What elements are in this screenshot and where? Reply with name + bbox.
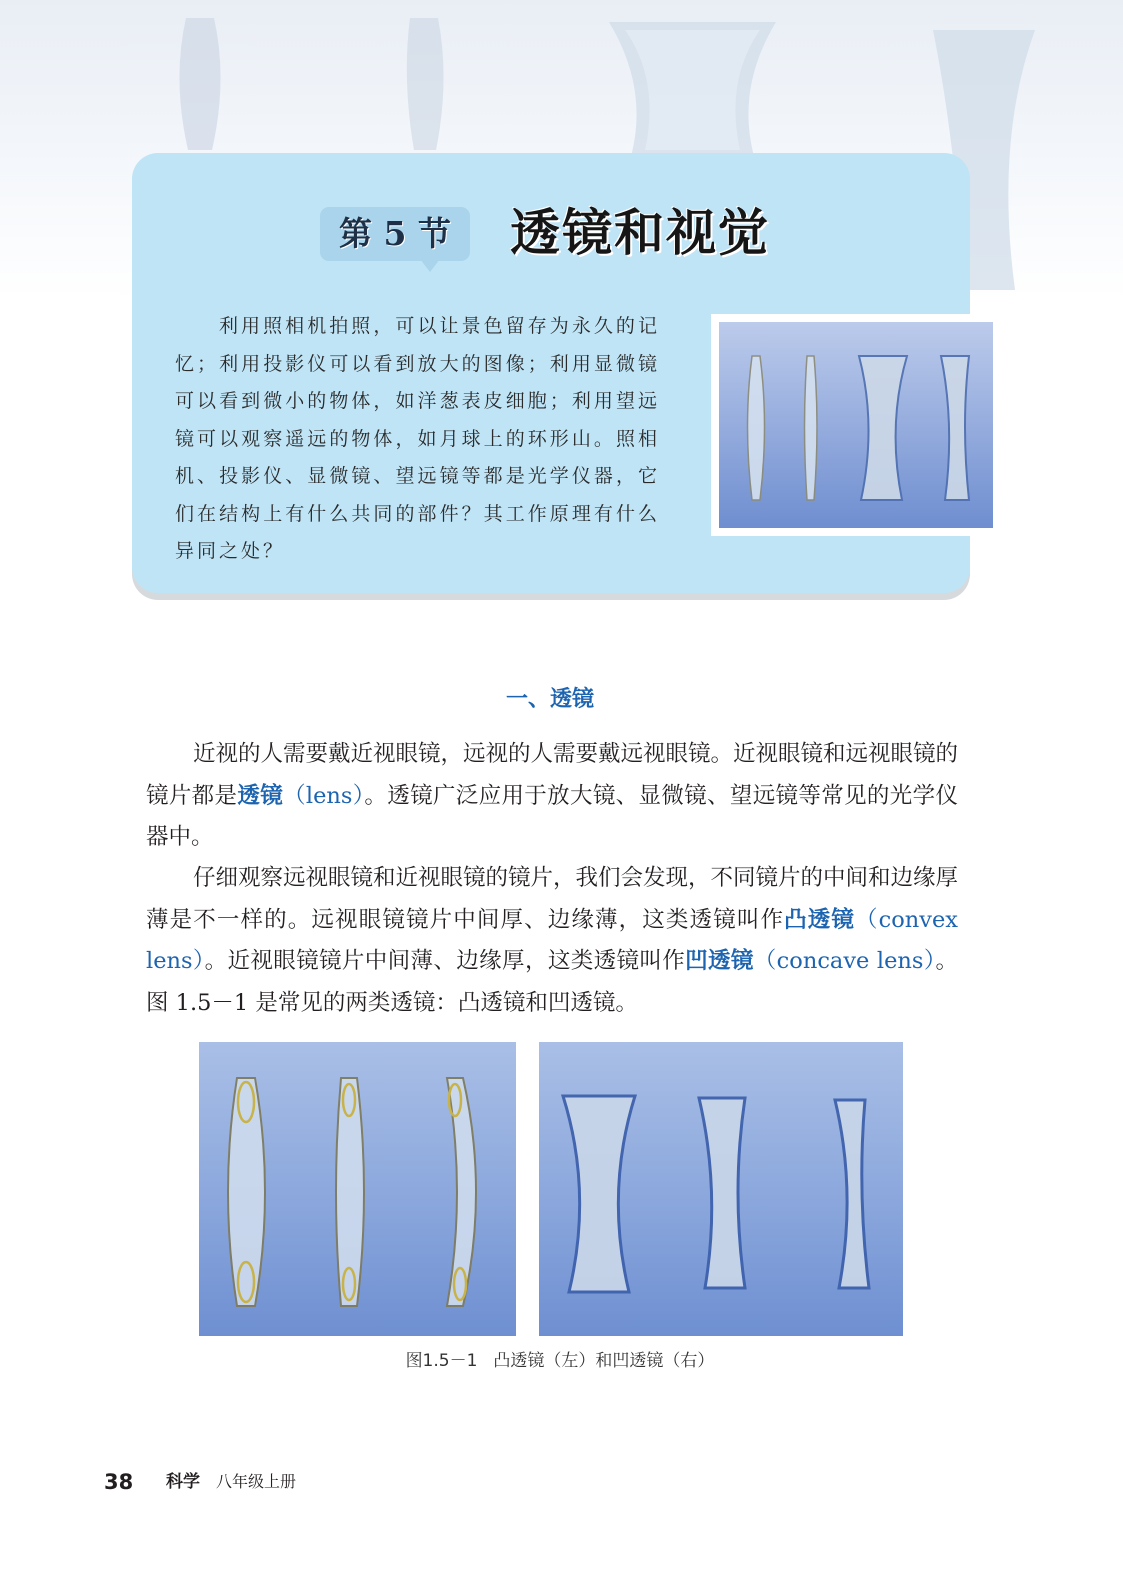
subheading-lenses: 一、透镜 [505,687,594,712]
term-concave-lens: 凹透镜 [685,948,754,974]
paragraph-2-text-a: 仔细观察远视眼镜和近视眼镜的镜片，我们会发现，不同镜片的中间和边缘厚薄是不一样的。远视眼镜镜片中间厚、边缘薄，这类透镜叫作 [146,865,959,933]
paragraph-1-text-a: 近视的人需要戴近视眼镜，远视的人需要戴远视眼镜。近视眼镜和远视眼镜的镜片都是 [146,741,959,809]
figure-number: 图1.5－1 [405,1351,478,1371]
term-lens-english: （lens） [283,782,365,809]
lenses-photo-icon [719,322,993,528]
paragraph-2-text-c: 。图 1.5－1 是常见的两类透镜：凸透镜和凹透镜。 [146,948,958,1016]
page-number: 38 [104,1470,134,1494]
section-title: 透镜和视觉 [510,204,770,262]
banner-convex-lens-icon [172,0,228,150]
concave-lenses-icon [539,1042,903,1336]
intro-paragraph: 利用照相机拍照，可以让景色留存为永久的记忆；利用投影仪可以看到放大的图像；利用显微镜可以看到微小的物体，如洋葱表皮细胞；利用望远镜可以观察遥远的物体，如月球上的环形山。照相机、投影仪、显微镜、望远镜等都是光学仪器，它们在结构上有什么共同的部件？其工作原理有什么异同之处？ [175,315,660,562]
intro-photo [711,314,1001,536]
term-convex-lens: 凸透镜 [784,906,855,933]
paragraph-2 [146,858,958,1024]
paragraph-1 [146,734,958,859]
book-grade: 八年级上册 [216,1472,297,1491]
term-convex-lens-english: （convex lens） [146,906,958,974]
term-concave-lens-english: （concave lens） [753,948,936,974]
section-number-badge: 第 5 节 [320,207,470,261]
banner-concave-lens-icon [605,0,780,160]
paragraph-2-text-b: 。近视眼镜镜片中间薄、边缘厚，这类透镜叫作 [204,948,686,974]
figure-caption-text: 凸透镜（左）和凹透镜（右） [493,1351,715,1371]
badge-tail [420,259,440,272]
term-lens: 透镜 [237,782,284,809]
figure-caption [300,1346,820,1376]
convex-lenses-icon [199,1042,516,1336]
banner-convex-lens-icon [398,0,454,150]
book-title: 科学 [166,1472,200,1492]
paragraph-1-text-b: 。透镜广泛应用于放大镜、显微镜、望远镜等常见的光学仪器中。 [146,782,958,850]
